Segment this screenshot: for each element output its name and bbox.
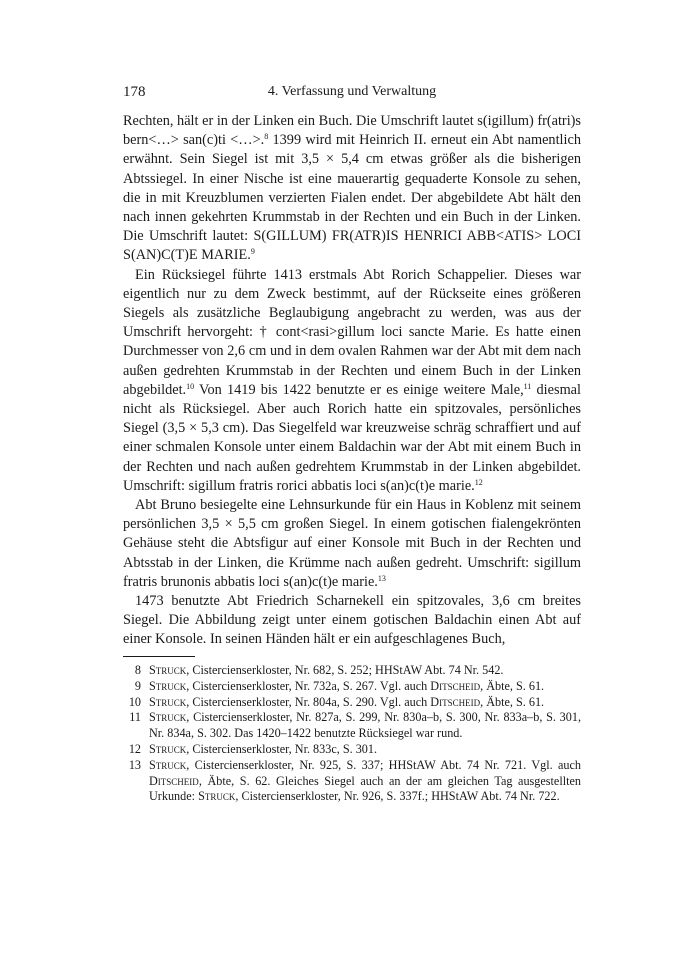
footnote-number: 8 xyxy=(134,663,141,677)
footnote-ref[interactable]: 8 xyxy=(264,132,269,142)
paragraph-4: 1473 benutzte Abt Friedrich Scharnekell ein spitzovales, 3,6 cm breites Siegel. Die Abbildung zeigt unter einem gotischen Baldachin einen Abt auf einer Konsole. In seinen Händen hält er ein aufgeschlagenes Buch, xyxy=(123,593,581,648)
footnote-number: 12 xyxy=(128,741,141,756)
paragraph-2: Ein Rücksiegel führte 1413 erstmals Abt Rorich Schappelier. Dieses war eigentlich nur zu dem Zweck bestimmt, auf der Rückseite eines größeren Siegels als zusätzliche Beglaubigung angebracht zu werden, was aus der Umschrift hervorgeht: † cont<rasi>gillum loci sancte Marie. Es hatte einen Durchmesser von 2,6 cm und in dem ovalen Rahmen war der Abt mit dem nach außen gedrehten Krummstab in der Rechten und einem Buch in der Linken abgebildet.$^{10}$ Von 1419 bis 1422 benutzte er es einige weitere Male,$^{11}$ diesmal nicht als Rücksiegel. Aber auch Rorich hatte ein spitzovales, persönliches Siegel (3,5 × 5,3 cm). Das Siegelfeld war kreuzweise schräg schraffiert und auf einer schmalen Konsole unter einem Baldachin war der Abt mit einem Buch in der Rechten und nach außen gedrehtem Krummstab in der Linken abgebildet. Umschrift: sigillum fratris rorici abbatis loci s(an)c(t)e marie.$^{12}$ xyxy=(123,266,582,494)
paragraph-3: Abt Bruno besiegelte eine Lehnsurkunde für ein Haus in Koblenz mit seinem persönlichen 3,5 × 5,5 cm großen Siegel. In einem gotischen fialengekrönten Gehäuse steht die Abtsfigur auf einer Konsole mit Buch in der Rechten und Abtsstab in der Linken, die Krümme nach außen gedreht. Umschrift: sigillum fratris brunonis abbatis loci s(an)c(t)e marie.$^{13}$ xyxy=(123,497,581,590)
running-head xyxy=(123,84,581,104)
footnote-item: 9 Struck, Cistercienserkloster, Nr. 732a, S. 267. Vgl. auch Ditscheid, Äbte, S. 61. xyxy=(123,679,581,695)
chapter-title: 4. Verfassung und Verwaltung xyxy=(267,84,437,99)
footnote-number: 11 xyxy=(129,710,141,725)
footnote-ref[interactable]: 12 xyxy=(474,477,483,487)
footnotes xyxy=(123,663,581,805)
footnote-item: 8 Struck, Cistercienserkloster, Nr. 682, S. 252; HHStAW Abt. 74 Nr. 542. xyxy=(123,663,581,679)
footnote-item: 11 Struck, Cistercienserkloster, Nr. 827a, S. 299, Nr. 830a–b, S. 300, Nr. 833a–b, S. 301, Nr. 834a, S. 302. Das 1420–1422 benutzte Rücksiegel war rund. xyxy=(123,710,581,742)
page-number: 178 xyxy=(123,84,146,100)
footnote-number: 13 xyxy=(128,757,141,772)
footnote-item: 13 Struck, Cistercienserkloster, Nr. 925, S. 337; HHStAW Abt. 74 Nr. 721. Vgl. auch Ditscheid, Äbte, S. 62. Gleiches Siegel auch an der am gleichen Tag ausgestellten Urkunde: Struck, Cistercienserkloster, Nr. 926, S. 337f.; HHStAW Abt. 74 Nr. 722. xyxy=(123,758,581,805)
footnote-item: 12 Struck, Cistercienserkloster, Nr. 833c, S. 301. xyxy=(123,742,581,758)
footnote-ref[interactable]: 13 xyxy=(377,573,386,583)
footnote-ref[interactable]: 10 xyxy=(186,381,195,391)
footnote-item: 10 Struck, Cistercienserkloster, Nr. 804a, S. 290. Vgl. auch Ditscheid, Äbte, S. 61. xyxy=(123,695,581,711)
footnote-ref[interactable]: 9 xyxy=(250,247,255,257)
footnote-number: 10 xyxy=(128,694,141,709)
footnote-number: 9 xyxy=(134,678,141,693)
body-text xyxy=(123,112,581,650)
footnote-ref[interactable]: 11 xyxy=(523,381,532,391)
footnote-divider xyxy=(123,656,195,657)
paragraph-1: Rechten, hält er in der Linken ein Buch. Die Umschrift lautet s(igillum) fr(atri)s bern<…> san(c)ti <…>.$^8$ 1399 wird mit Heinrich II. erneut ein Abt namentlich erwähnt. Sein Siegel ist mit 3,5 × 5,4 cm etwas größer als die bisherigen Abtssiegel. In einer Nische ist eine mauerartig gequaderte Konsole zu sehen, die in mit Kreuzblumen verzierten Fialen endet. Der abgebildete Abt hält den nach innen gekehrten Krummstab in der Rechten und ein Buch in der Linken. Die Umschrift lautet: S(GILLUM) FR(ATR)IS HENRICI ABB<ATIS> LOCI S(AN)C(T)E MARIE.$^9$ xyxy=(123,113,581,264)
